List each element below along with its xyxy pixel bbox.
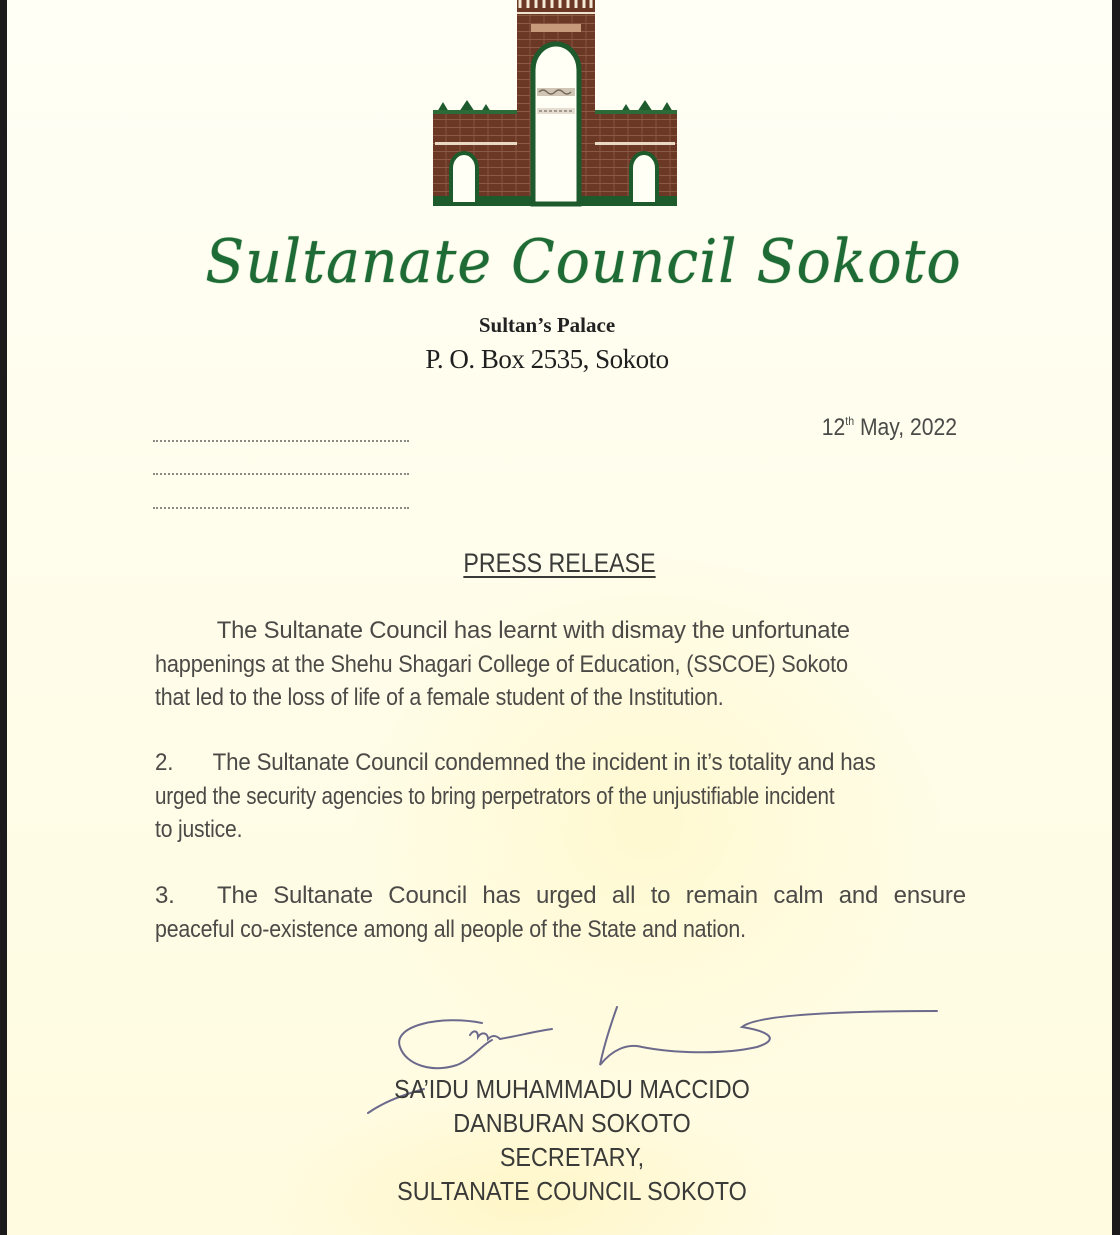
signatory-position: SECRETARY, — [499, 1142, 645, 1172]
address-line-2: P. O. Box 2535, Sokoto — [425, 344, 669, 374]
paragraph-number: 2. — [155, 749, 174, 776]
paragraph-number: 3. — [155, 882, 175, 909]
signatory-name: SA’IDU MUHAMMADU MACCIDO — [394, 1074, 750, 1104]
recipient-line-2 — [153, 473, 409, 475]
letter-date — [790, 414, 957, 442]
recipient-line-3 — [153, 507, 409, 509]
paragraph-line: urged the security agencies to bring perpetrators of the unjustifiable incident — [155, 782, 835, 810]
letter-page — [7, 0, 1112, 1235]
paragraph-line — [155, 746, 912, 780]
date-rest: May, 2022 — [854, 414, 957, 441]
paragraph-line: peaceful co-existence among all people of the State and nation. — [155, 915, 746, 943]
recipient-line-1 — [153, 440, 409, 442]
paragraph-3 — [155, 879, 969, 946]
palace-gate-tower-icon — [425, 0, 687, 212]
paragraph-line — [155, 879, 969, 913]
paragraph-line: to justice. — [155, 816, 243, 843]
address-line-1: Sultan’s Palace — [478, 313, 616, 337]
signatory-organization: SULTANATE COUNCIL SOKOTO — [397, 1176, 747, 1206]
signatory-block — [347, 1072, 797, 1208]
paragraph-line: that led to the loss of life of a female student of the Institution. — [155, 684, 724, 711]
date-suffix: th — [845, 414, 855, 428]
paragraph-1 — [155, 614, 969, 715]
paragraph-line: happenings at the Shehu Shagari College of Education, (SSCOE) Sokoto — [155, 650, 848, 678]
letterhead-title: Sultanate Council Sokoto — [205, 227, 962, 297]
press-release-heading: PRESS RELEASE — [463, 548, 656, 578]
date-day: 12 — [821, 414, 846, 441]
paragraph-line-text: The Sultanate Council has urged all to remain calm and ensure — [217, 882, 966, 909]
paragraph-line: The Sultanate Council has learnt with dismay the unfortunate — [216, 617, 850, 644]
paragraph-line-text: The Sultanate Council condemned the incident in it’s totality and has — [212, 749, 876, 776]
signatory-title: DANBURAN SOKOTO — [453, 1108, 691, 1138]
paragraph-2 — [155, 746, 969, 847]
